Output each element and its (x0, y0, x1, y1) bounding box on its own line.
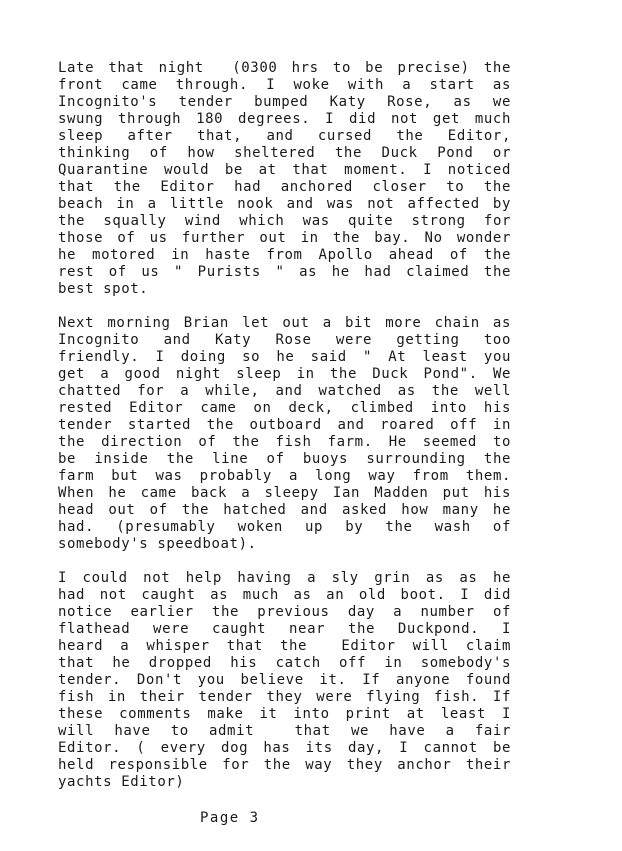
text-line: those of us further out in the bay. No wonder (58, 230, 511, 246)
text-line: had not caught as much as an old boot. I did (58, 587, 511, 603)
text-line: tender. Don't you believe it. If anyone found (58, 672, 511, 688)
paragraph (58, 570, 511, 791)
text-line: somebody's speedboat). (58, 536, 257, 552)
article-body (58, 60, 511, 791)
paragraph (58, 315, 511, 553)
text-line: heard a whisper that the Editor will claim (58, 638, 511, 654)
text-line: beach in a little nook and was not affected by (58, 196, 511, 212)
paragraph-gap (58, 298, 511, 315)
text-line: Quarantine would be at that moment. I noticed (58, 162, 511, 178)
text-line: that the Editor had anchored closer to the (58, 179, 511, 195)
text-line: these comments make it into print at least I (58, 706, 511, 722)
text-line: fish in their tender they were flying fish. If (58, 689, 511, 705)
text-line: Incognito's tender bumped Katy Rose, as we (58, 94, 511, 110)
text-line: get a good night sleep in the Duck Pond". We (58, 366, 511, 382)
text-line: thinking of how sheltered the Duck Pond or (58, 145, 511, 161)
text-line: rested Editor came on deck, climbed into his (58, 400, 511, 416)
text-line: that he dropped his catch off in somebody's (58, 655, 511, 671)
text-line: the squally wind which was quite strong for (58, 213, 511, 229)
paragraph (58, 60, 511, 298)
text-line: Next morning Brian let out a bit more chain as (58, 315, 511, 331)
text-line: chatted for a while, and watched as the well (58, 383, 511, 399)
text-line: Incognito and Katy Rose were getting too (58, 332, 511, 348)
text-line: the direction of the fish farm. He seemed to (58, 434, 511, 450)
text-line: I could not help having a sly grin as as he (58, 570, 511, 586)
text-line: best spot. (58, 281, 149, 297)
text-line: he motored in haste from Apollo ahead of the (58, 247, 511, 263)
text-line: flathead were caught near the Duckpond. I (58, 621, 511, 637)
text-line: sleep after that, and cursed the Editor, (58, 128, 511, 144)
text-line: farm but was probably a long way from them. (58, 468, 511, 484)
text-line: rest of us " Purists " as he had claimed the (58, 264, 511, 280)
text-line: had. (presumably woken up by the wash of (58, 519, 511, 535)
text-line: notice earlier the previous day a number of (58, 604, 511, 620)
text-line: tender started the outboard and roared off in (58, 417, 511, 433)
text-line: Late that night (0300 hrs to be precise) the (58, 60, 511, 76)
text-line: yachts Editor) (58, 774, 185, 790)
paragraph-gap (58, 553, 511, 570)
text-line: When he came back a sleepy Ian Madden put his (58, 485, 511, 501)
text-line: head out of the hatched and asked how many he (58, 502, 511, 518)
page-number: Page 3 (200, 810, 260, 826)
text-line: held responsible for the way they anchor their (58, 757, 511, 773)
text-line: will have to admit that we have a fair (58, 723, 511, 739)
text-line: front came through. I woke with a start as (58, 77, 511, 93)
text-line: Editor. ( every dog has its day, I cannot be (58, 740, 511, 756)
text-line: swung through 180 degrees. I did not get much (58, 111, 511, 127)
text-line: be inside the line of buoys surrounding the (58, 451, 511, 467)
text-line: friendly. I doing so he said " At least you (58, 349, 511, 365)
